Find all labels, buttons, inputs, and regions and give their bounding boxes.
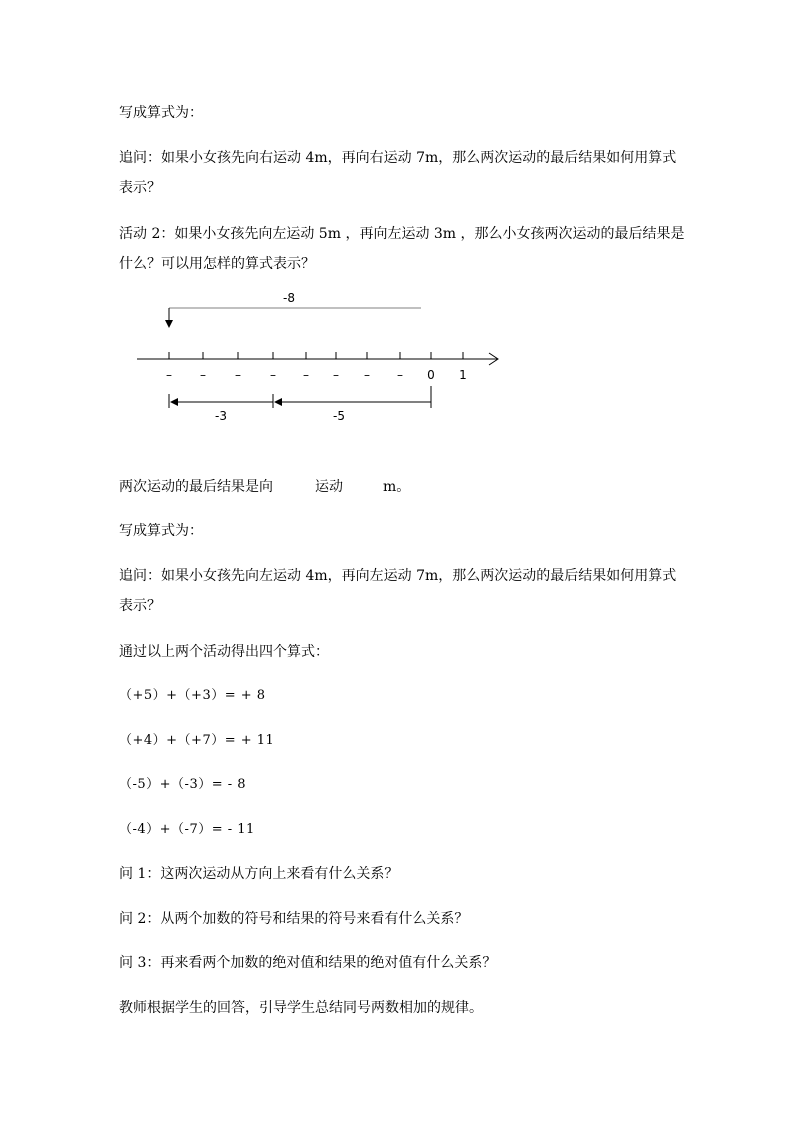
number-line-diagram <box>0 280 794 430</box>
question-2: 问 2：从两个加数的符号和结果的符号来看有什么关系？ <box>119 911 469 927</box>
question-3: 问 3：再来看两个加数的绝对值和结果的绝对值有什么关系？ <box>119 955 497 971</box>
paragraph-followup-right-line1: 追问：如果小女孩先向右运动 4m，再向右运动 7m，那么两次运动的最后结果如何用算式 <box>119 150 677 166</box>
axis-tick-label: – <box>270 368 276 382</box>
paragraph-write-expression-2: 写成算式为： <box>119 523 203 539</box>
paragraph-conclusion: 教师根据学生的回答，引导学生总结同号两数相加的规律。 <box>119 1000 483 1016</box>
left-arrow-icon <box>274 398 282 406</box>
paragraph-followup-left-line2: 表示？ <box>119 598 161 614</box>
paragraph-followup-right-line2: 表示？ <box>119 180 161 196</box>
axis-tick-label: – <box>235 368 241 382</box>
bracket-label-minus5: -5 <box>333 409 345 423</box>
paragraph-four-expressions: 通过以上两个活动得出四个算式： <box>119 644 329 660</box>
top-label: -8 <box>283 291 295 305</box>
axis-tick-label: – <box>397 368 403 382</box>
equation-1: （+5）+（+3）= + 8 <box>119 688 266 703</box>
axis-tick-label: 0 <box>427 368 435 382</box>
paragraph-followup-left-line1: 追问：如果小女孩先向左运动 4m，再向左运动 7m，那么两次运动的最后结果如何用算式 <box>119 568 677 584</box>
left-arrow-icon <box>170 398 178 406</box>
fill-text-1: 两次运动的最后结果是向 <box>119 479 273 495</box>
axis-tick-label: – <box>200 368 206 382</box>
down-arrow-icon <box>165 320 173 328</box>
equation-4: （-4）+（-7）= - 11 <box>119 822 255 837</box>
axis-tick-label: – <box>364 368 370 382</box>
fill-in-result <box>119 477 410 497</box>
axis-tick-labels <box>166 368 467 382</box>
bracket-label-minus3: -3 <box>215 409 227 423</box>
paragraph-activity2-line2: 什么？可以用怎样的算式表示？ <box>119 256 315 272</box>
axis-ticks <box>169 352 463 359</box>
equation-3: （-5）+（-3）= - 8 <box>119 777 247 792</box>
axis-tick-label: – <box>333 368 339 382</box>
paragraph-activity2-line1: 活动 2：如果小女孩先向左运动 5m ，再向左运动 3m ，那么小女孩两次运动的最后结果是 <box>119 226 685 242</box>
fill-text-2: 运动 <box>315 479 343 495</box>
paragraph-write-expression-1: 写成算式为： <box>119 105 203 121</box>
question-1: 问 1：这两次运动从方向上来看有什么关系？ <box>119 866 399 882</box>
axis-tick-label: – <box>303 368 309 382</box>
fill-text-3: m。 <box>383 479 411 495</box>
axis-tick-label: – <box>166 368 172 382</box>
equation-2: （+4）+（+7）= + 11 <box>119 733 275 748</box>
axis-tick-label: 1 <box>459 368 467 382</box>
